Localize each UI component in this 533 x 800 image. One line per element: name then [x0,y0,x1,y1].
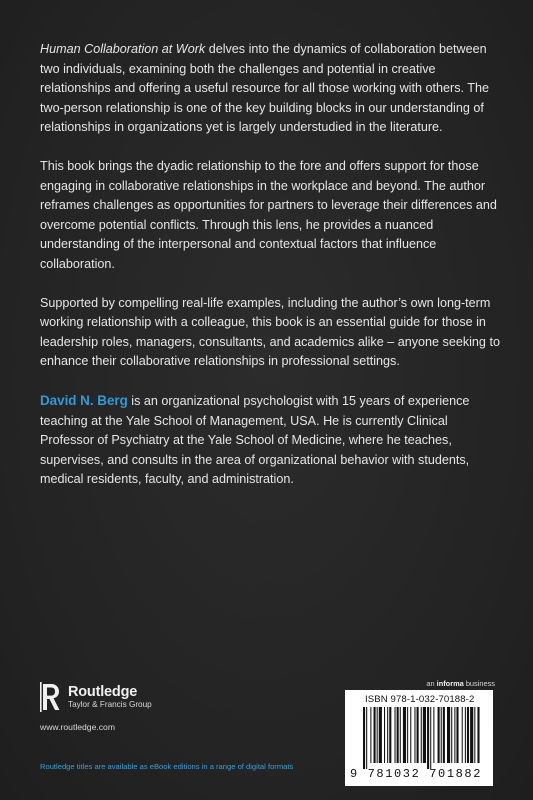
barcode-bar [451,707,452,763]
ebook-availability-note: Routledge titles are available as eBook editions in a range of digital formats [40,762,294,771]
barcode-bar [465,707,466,763]
barcode-bar [387,707,388,763]
barcode-bar [430,707,431,769]
barcode-bar [467,707,469,763]
blurb-paragraph-1-text: delves into the dynamics of collaboration between two individuals, examining both the challenges and potential in creative relationships and offering a useful resource for all those working with others. The two-person relationship is one of the key building blocks in our understanding of relationships in organizations yet is largely understudied in the literature. [40,42,489,135]
barcode-bar [477,707,479,763]
informa-business-label: an informa business [426,679,495,688]
author-bio [40,391,500,490]
informa-brand: informa [436,679,464,688]
barcode-bar [379,707,382,763]
barcode-bar [366,707,367,769]
blurb-paragraph-1 [40,40,500,138]
publisher-block [40,682,300,732]
barcode-bar [370,707,371,763]
barcode-bar [374,707,376,763]
author-name: David N. Berg [40,392,128,408]
barcode-icon [353,707,485,769]
barcode-bar [441,707,442,763]
barcode-bar [443,707,445,763]
barcode-bar [414,707,415,763]
barcode-bar [363,707,365,769]
publisher-website: www.routledge.com [40,722,115,732]
barcode-bar [474,707,475,763]
publisher-group: Taylor & Francis Group [68,700,152,709]
barcode-bar [433,707,434,763]
barcode-bar [470,707,473,763]
blurb-paragraph-3: Supported by compelling real-life examples, including the author’s own long-term working relationship with a colleague, this book is an essential guide for those in leadership roles, managers, consultants, and academics alike – anyone seeking to enhance their collaborative relationships in professional settings. [40,295,500,369]
routledge-logo-icon [40,682,62,712]
publisher-name: Routledge [68,684,138,700]
barcode-bar [417,707,419,763]
barcode-bar [395,707,396,763]
book-title-italic: Human Collaboration at Work [40,42,206,56]
barcode-bar [447,707,450,763]
barcode-bar [456,707,458,763]
publisher-logo-text [68,684,152,710]
publisher-logo [40,682,300,712]
barcode-bar [410,707,411,763]
blurb-paragraph-2: This book brings the dyadic relationship to the fore and offers support for those engaging in collaborative relationships in the workplace and beyond. The author reframes challenges as opportunities for partners to leverage their differences and overcome potential conflicts. Through this lens, he provides a nuanced understanding of the interpersonal and contextual factors that influence collaboration. [40,158,497,271]
barcode-bar [423,707,426,763]
barcode-bar [462,707,463,763]
isbn-barcode-panel [345,690,493,786]
author-bio-text: is an organizational psychologist with 15 years of experience teaching at the Yale School of Management, USA. He is currently Clinical Professor of Psychiatry at the Yale School of Medicine, where he teaches, supervises, and consults in the area of organizational behavior with students, medical residents, faculty, and administration. [40,393,470,487]
barcode-bar [377,707,378,763]
barcode-bar [400,707,401,763]
barcode-bar [454,707,455,763]
barcode-bar [403,707,406,763]
isbn-label: ISBN 978-1-032-70188-2 [365,694,475,705]
barcode-bar [438,707,440,763]
barcode-bar [427,707,429,769]
cover-blurb [40,40,500,509]
barcode-bar [407,707,408,763]
barcode-bar [389,707,391,763]
barcode-bar [384,707,385,763]
barcode-bar [397,707,399,763]
barcode-bar [421,707,422,763]
barcode-digits: 9 781032 701882 [350,767,483,781]
